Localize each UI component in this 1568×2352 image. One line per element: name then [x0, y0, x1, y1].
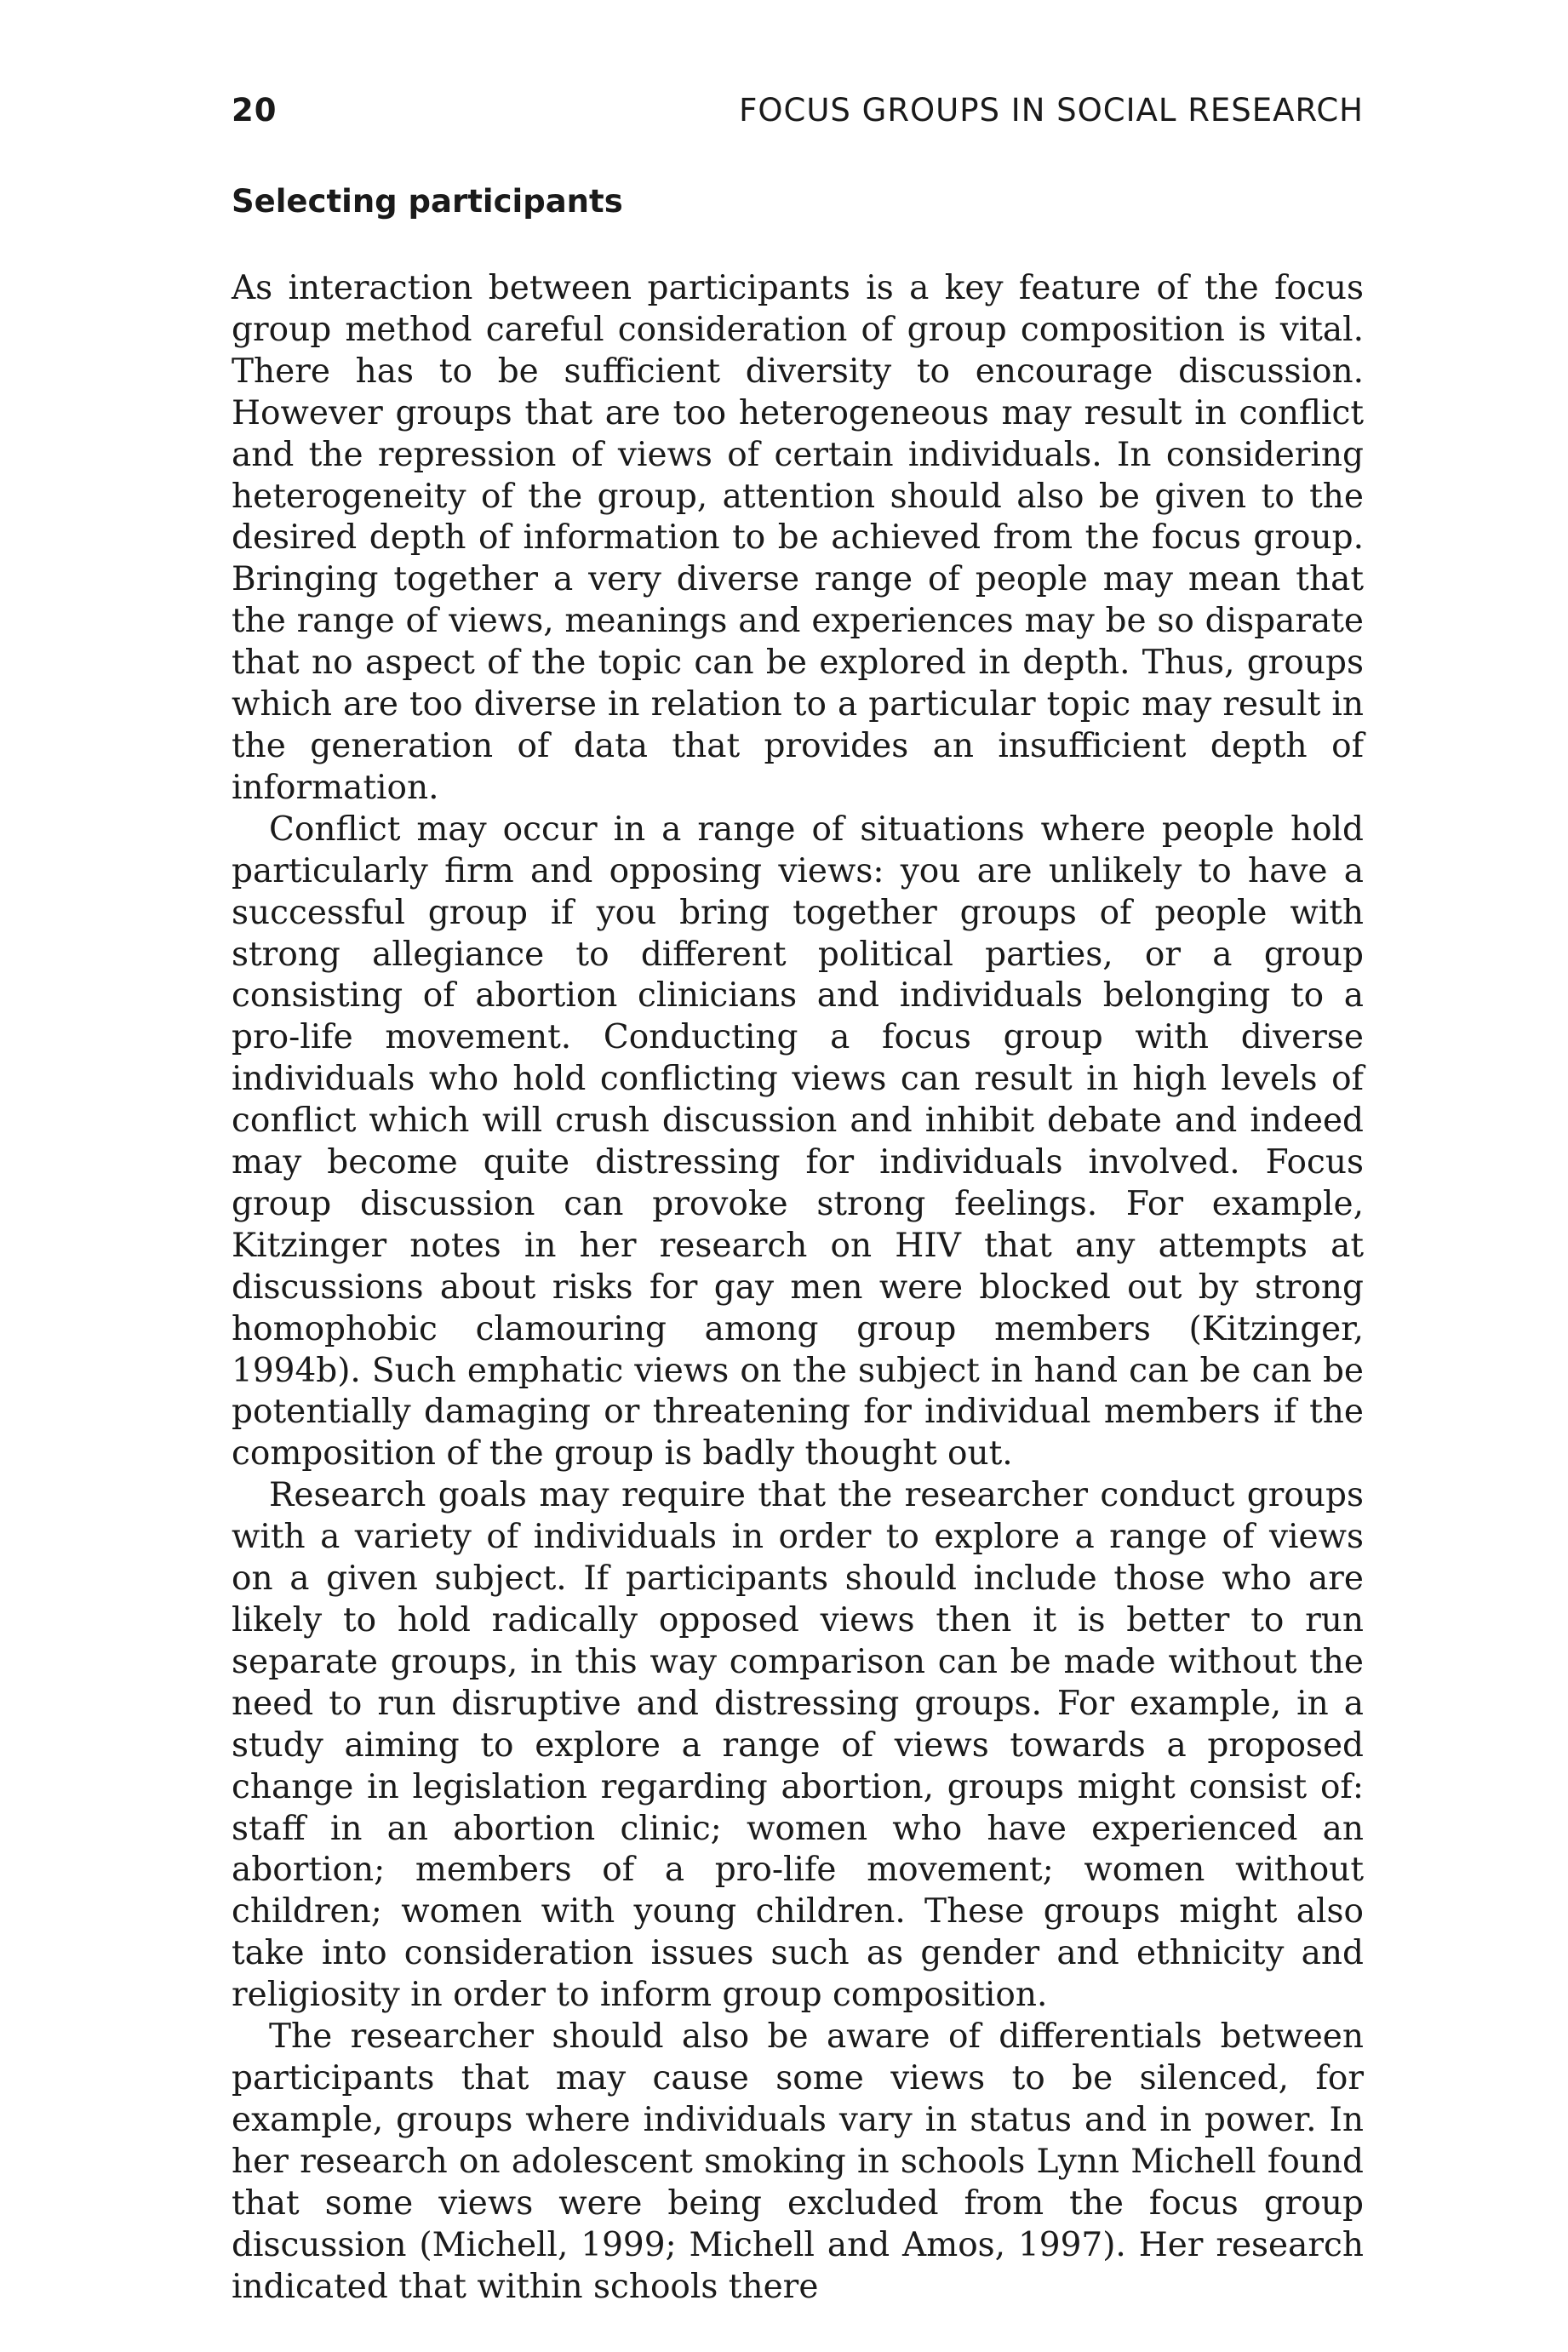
- paragraph-3: Research goals may require that the researcher conduct groups with a variety of individuals in order to explore a range of views on a given subject. If participants should include those who are likely to hold radically opposed views then it is better to run separate groups, in this way comparison can be made without the need to run disruptive and distressing groups. For example, in a study aiming to explore a range of views towards a proposed change in legislation regarding abortion, groups might consist of: staff in an abortion clinic; women who have experienced an abortion; members of a pro-life movement; women without children; women with young children. These groups might also take into consideration issues such as gender and ethnicity and religiosity in order to inform group composition.: [232, 1476, 1364, 2015]
- paragraph-1: As interaction between participants is a key feature of the focus group method careful consideration of group composition is vital. There has to be sufficient diversity to encourage discussion. However groups that are too heterogeneous may result in conflict and the repression of views of certain individuals. In considering heterogeneity of the group, attention should also be given to the desired depth of information to be achieved from the focus group. Bringing together a very diverse range of people may mean that the range of views, meanings and experiences may be so disparate that no aspect of the topic can be explored in depth. Thus, groups which are too diverse in relation to a particular topic may result in the generation of data that provides an insufficient depth of information.: [232, 269, 1364, 807]
- paragraph-2: Conflict may occur in a range of situations where people hold particularly firm and opposing views: you are unlikely to have a successful group if you bring together groups of people with strong allegiance to different political parties, or a group consisting of abortion clinicians and individuals belonging to a pro-life movement. Conducting a focus group with diverse individuals who hold conflicting views can result in high levels of conflict which will crush discussion and inhibit debate and indeed may become quite distressing for individuals involved. Focus group discussion can provoke strong feelings. For example, Kitzinger notes in her research on HIV that any attempts at discussions about risks for gay men were blocked out by strong homophobic clamouring among group members (Kitzinger, 1994b). Such emphatic views on the subject in hand can be can be potentially damaging or threatening for individual members if the composition of the group is badly thought out.: [232, 810, 1364, 1474]
- running-title: FOCUS GROUPS IN SOCIAL RESEARCH: [739, 92, 1364, 129]
- body-text: [232, 268, 1364, 2308]
- running-head: [232, 92, 1364, 143]
- page-number: 20: [232, 92, 278, 129]
- section-heading: Selecting participants: [232, 183, 623, 220]
- paragraph-4: The researcher should also be aware of differentials between participants that may cause some views to be silenced, for example, groups where individuals vary in status and in power. In her research on adolescent smoking in schools Lynn Michell found that some views were being excluded from the focus group discussion (Michell, 1999; Michell and Amos, 1997). Her research indicated that within schools there: [232, 2017, 1364, 2306]
